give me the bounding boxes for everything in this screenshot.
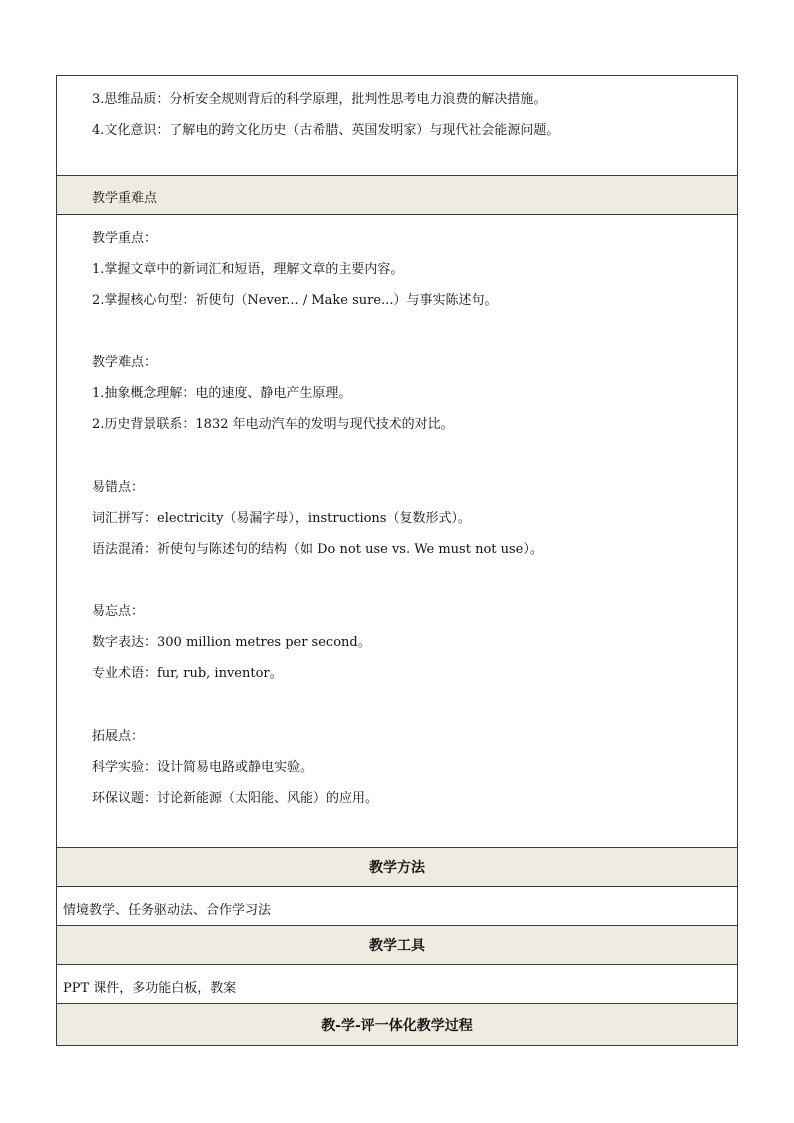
error-point-2: 语法混淆：祈使句与陈述句的结构（如 Do not use vs. We must not use）。 xyxy=(92,542,543,557)
process-heading: 教-学-评一体化教学过程 xyxy=(321,1018,473,1034)
key-points-title: 教学重点： xyxy=(92,231,158,246)
divider xyxy=(57,964,737,965)
difficult-points-title: 教学难点： xyxy=(92,355,158,370)
lesson-plan-table xyxy=(56,75,738,1046)
key-difficult-header xyxy=(57,176,737,214)
difficult-point-2: 2.历史背景联系：1832 年电动汽车的发明与现代技术的对比。 xyxy=(92,417,454,432)
methods-header xyxy=(57,848,737,886)
methods-content: 情境教学、任务驱动法、合作学习法 xyxy=(63,903,272,918)
forget-point-1: 数字表达：300 million metres per second。 xyxy=(92,635,371,650)
difficult-point-1: 1.抽象概念理解：电的速度、静电产生原理。 xyxy=(92,386,352,401)
key-difficult-heading: 教学重难点 xyxy=(92,191,158,206)
extension-points-title: 拓展点： xyxy=(92,729,145,744)
key-point-1: 1.掌握文章中的新词汇和短语，理解文章的主要内容。 xyxy=(92,262,404,277)
divider xyxy=(57,214,737,215)
extension-point-2: 环保议题：讨论新能源（太阳能、风能）的应用。 xyxy=(92,791,379,806)
process-header xyxy=(57,1004,737,1045)
divider xyxy=(57,886,737,887)
error-point-1: 词汇拼写：electricity（易漏字母），instructions（复数形式）。 xyxy=(92,511,471,526)
tools-content: PPT 课件，多功能白板，教案 xyxy=(63,981,237,996)
objective-thinking: 3.思维品质：分析安全规则背后的科学原理，批判性思考电力浪费的解决措施。 xyxy=(92,92,547,107)
objective-culture: 4.文化意识：了解电的跨文化历史（古希腊、英国发明家）与现代社会能源问题。 xyxy=(92,123,560,138)
key-point-2: 2.掌握核心句型：祈使句（Never... / Make sure...）与事实陈述句。 xyxy=(92,293,498,308)
error-points-title: 易错点： xyxy=(92,480,145,495)
tools-heading: 教学工具 xyxy=(369,938,425,954)
tools-header xyxy=(57,926,737,964)
forget-points-title: 易忘点： xyxy=(92,604,145,619)
extension-point-1: 科学实验：设计简易电路或静电实验。 xyxy=(92,760,314,775)
forget-point-2: 专业术语：fur, rub, inventor。 xyxy=(92,666,283,681)
methods-heading: 教学方法 xyxy=(369,860,425,876)
